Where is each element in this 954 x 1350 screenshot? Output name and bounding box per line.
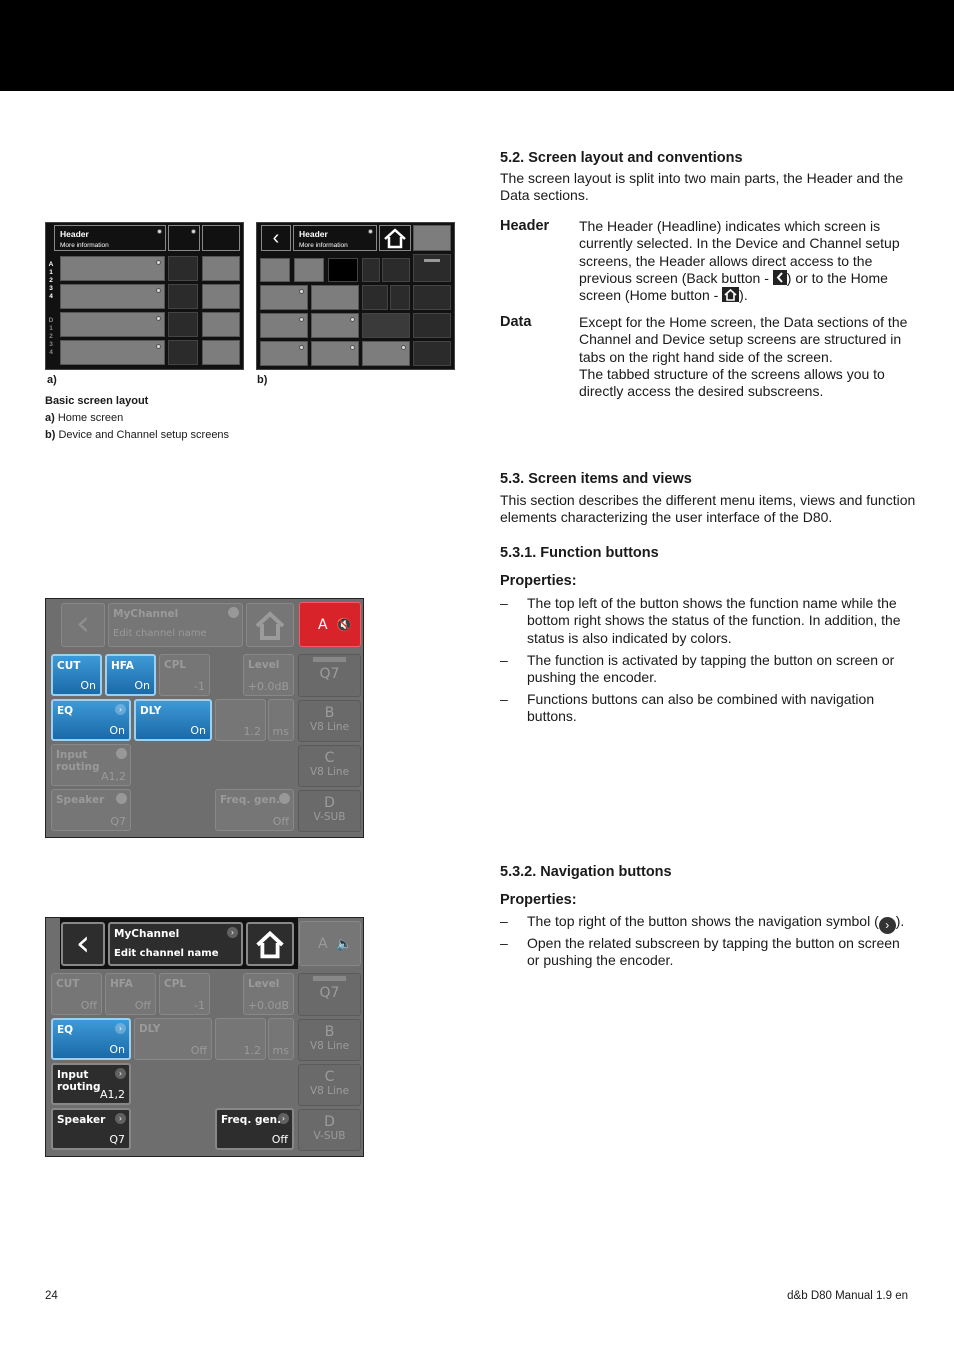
page-number: 24 — [45, 1290, 58, 1302]
cut-button[interactable]: CUT On — [51, 654, 102, 696]
freq-gen-button[interactable]: Freq. gen. › Off — [215, 1108, 294, 1150]
eq-button[interactable]: EQ › On — [51, 699, 131, 741]
input-routing-button[interactable]: Input routing › A1,2 — [51, 744, 131, 786]
home-screen-diagram — [45, 222, 244, 370]
def-data: Except for the Home screen, the Data sections of the Channel and Device setup screens are structured in tabs on the right hand side of the screen. The tabbed structure of the screens allows you to directly access the desired subscreens. — [579, 314, 908, 400]
setup-screen-diagram — [256, 222, 455, 370]
label-a: a) — [47, 374, 57, 386]
list-item: – The top right of the button shows the navigation symbol ( › ). — [500, 913, 905, 932]
list-item: – Functions buttons can also be combined with navigation buttons. — [500, 691, 875, 725]
function-buttons-screen — [45, 598, 364, 838]
home-button-block — [379, 225, 411, 251]
hfa-button[interactable]: HFA Off — [105, 973, 156, 1015]
freq-gen-button[interactable]: Freq. gen. › Off — [215, 789, 294, 831]
chevron-right-icon: › — [279, 793, 290, 804]
term-data: Data — [500, 314, 532, 330]
home-tabs-a: A 1 2 3 4 — [48, 261, 54, 300]
eq-button[interactable]: EQ › On — [51, 1018, 131, 1060]
tab-d[interactable]: D V-SUB — [298, 1109, 361, 1151]
navigation-buttons-screen — [45, 917, 364, 1157]
tab-b[interactable]: B V8 Line — [298, 700, 361, 742]
cut-button[interactable]: CUT Off — [51, 973, 102, 1015]
mute-alert-button[interactable]: A 🔇 — [299, 602, 361, 647]
heading-5-3-2: 5.3.2. Navigation buttons — [500, 864, 672, 880]
properties-5-3-1: Properties: — [500, 573, 577, 589]
label-b: b) — [257, 374, 268, 386]
chevron-right-icon: › — [278, 1113, 289, 1124]
speaker-button[interactable]: Speaker › Q7 — [51, 789, 131, 831]
level-button[interactable]: Level +0.0dB — [243, 973, 294, 1015]
level-button[interactable]: Level +0.0dB — [243, 654, 294, 696]
dly-button[interactable]: DLY Off — [134, 1018, 212, 1060]
chevron-right-icon: › — [115, 1023, 126, 1034]
heading-5-3: 5.3. Screen items and views — [500, 471, 692, 487]
channel-name-button[interactable]: MyChannel Edit channel name › — [108, 603, 243, 647]
tab-q7[interactable]: Q7 — [298, 654, 361, 697]
tab-c[interactable]: C V8 Line — [298, 745, 361, 787]
chevron-right-icon: › — [227, 927, 238, 938]
dly-button[interactable]: DLY On — [134, 699, 212, 741]
hfa-button[interactable]: HFA On — [105, 654, 156, 696]
list-item: – Open the related subscreen by tapping the button on screen or pushing the encoder. — [500, 935, 900, 969]
tab-q7[interactable]: Q7 — [298, 973, 361, 1016]
chevron-right-icon: › — [116, 748, 127, 759]
list-item: – The top left of the button shows the function name while the bottom right shows the status of the function. In addition, the status is also indicated by colors. — [500, 595, 901, 646]
tab-b[interactable]: B V8 Line — [298, 1019, 361, 1061]
def-header: The Header (Headline) indicates which screen is currently selected. In the Device and Channel setup screens, the Header allows direct access to the previous screen (Back button - ) or to the Home screen (Home button - ). — [579, 218, 900, 304]
back-button-icon — [773, 270, 787, 285]
chevron-right-icon: › — [116, 793, 127, 804]
back-button[interactable]: ‹ — [61, 922, 105, 966]
tab-c[interactable]: C V8 Line — [298, 1064, 361, 1106]
top-black-banner — [0, 0, 954, 91]
cpl-button[interactable]: CPL -1 — [159, 973, 210, 1015]
chevron-right-icon: › — [115, 1113, 126, 1124]
back-button-block: ‹ — [261, 225, 291, 251]
header-block: Header More information — [54, 225, 166, 251]
input-routing-button[interactable]: Input routing › A1,2 — [51, 1063, 131, 1105]
dly-value[interactable]: 1.2 — [215, 699, 266, 741]
manual-title: d&b D80 Manual 1.9 en — [787, 1290, 908, 1302]
dly-unit: ms — [268, 699, 294, 741]
navigation-arrow-icon: › — [879, 917, 896, 934]
heading-5-2: 5.2. Screen layout and conventions — [500, 150, 743, 166]
speaker-mute-icon: 🔇 — [336, 618, 353, 633]
properties-5-3-2: Properties: — [500, 892, 577, 908]
term-header: Header — [500, 218, 550, 234]
home-tabs-d: D 1 2 3 4 — [48, 317, 54, 356]
speaker-button[interactable]: Speaker › Q7 — [51, 1108, 131, 1150]
home-button[interactable] — [246, 922, 294, 966]
heading-5-3-1: 5.3.1. Function buttons — [500, 545, 659, 561]
home-button-icon — [722, 287, 739, 302]
list-item: – The function is activated by tapping the button on screen or pushing the encoder. — [500, 652, 895, 686]
cpl-button[interactable]: CPL -1 — [159, 654, 210, 696]
intro-5-3: This section describes the different menu items, views and function elements characterizing the user interface of the D80. — [500, 492, 916, 526]
chevron-right-icon: › — [228, 607, 239, 618]
header-block-b: Header More information — [293, 225, 377, 251]
back-button[interactable]: ‹ — [61, 603, 105, 647]
chevron-right-icon: › — [115, 1068, 126, 1079]
intro-5-2: The screen layout is split into two main parts, the Header and the Data sections. — [500, 170, 904, 204]
figure-caption: Basic screen layout a) Home screen b) Device and Channel setup screens — [45, 395, 230, 441]
chevron-right-icon: › — [115, 704, 126, 715]
mute-alert-button[interactable]: A 🔈 — [299, 921, 361, 966]
speaker-icon: 🔈 — [336, 937, 353, 952]
dly-value[interactable]: 1.2 — [215, 1018, 266, 1060]
home-button[interactable] — [246, 603, 294, 647]
channel-name-button[interactable]: MyChannel Edit channel name › — [108, 922, 243, 966]
dly-unit: ms — [268, 1018, 294, 1060]
tab-d[interactable]: D V-SUB — [298, 790, 361, 832]
